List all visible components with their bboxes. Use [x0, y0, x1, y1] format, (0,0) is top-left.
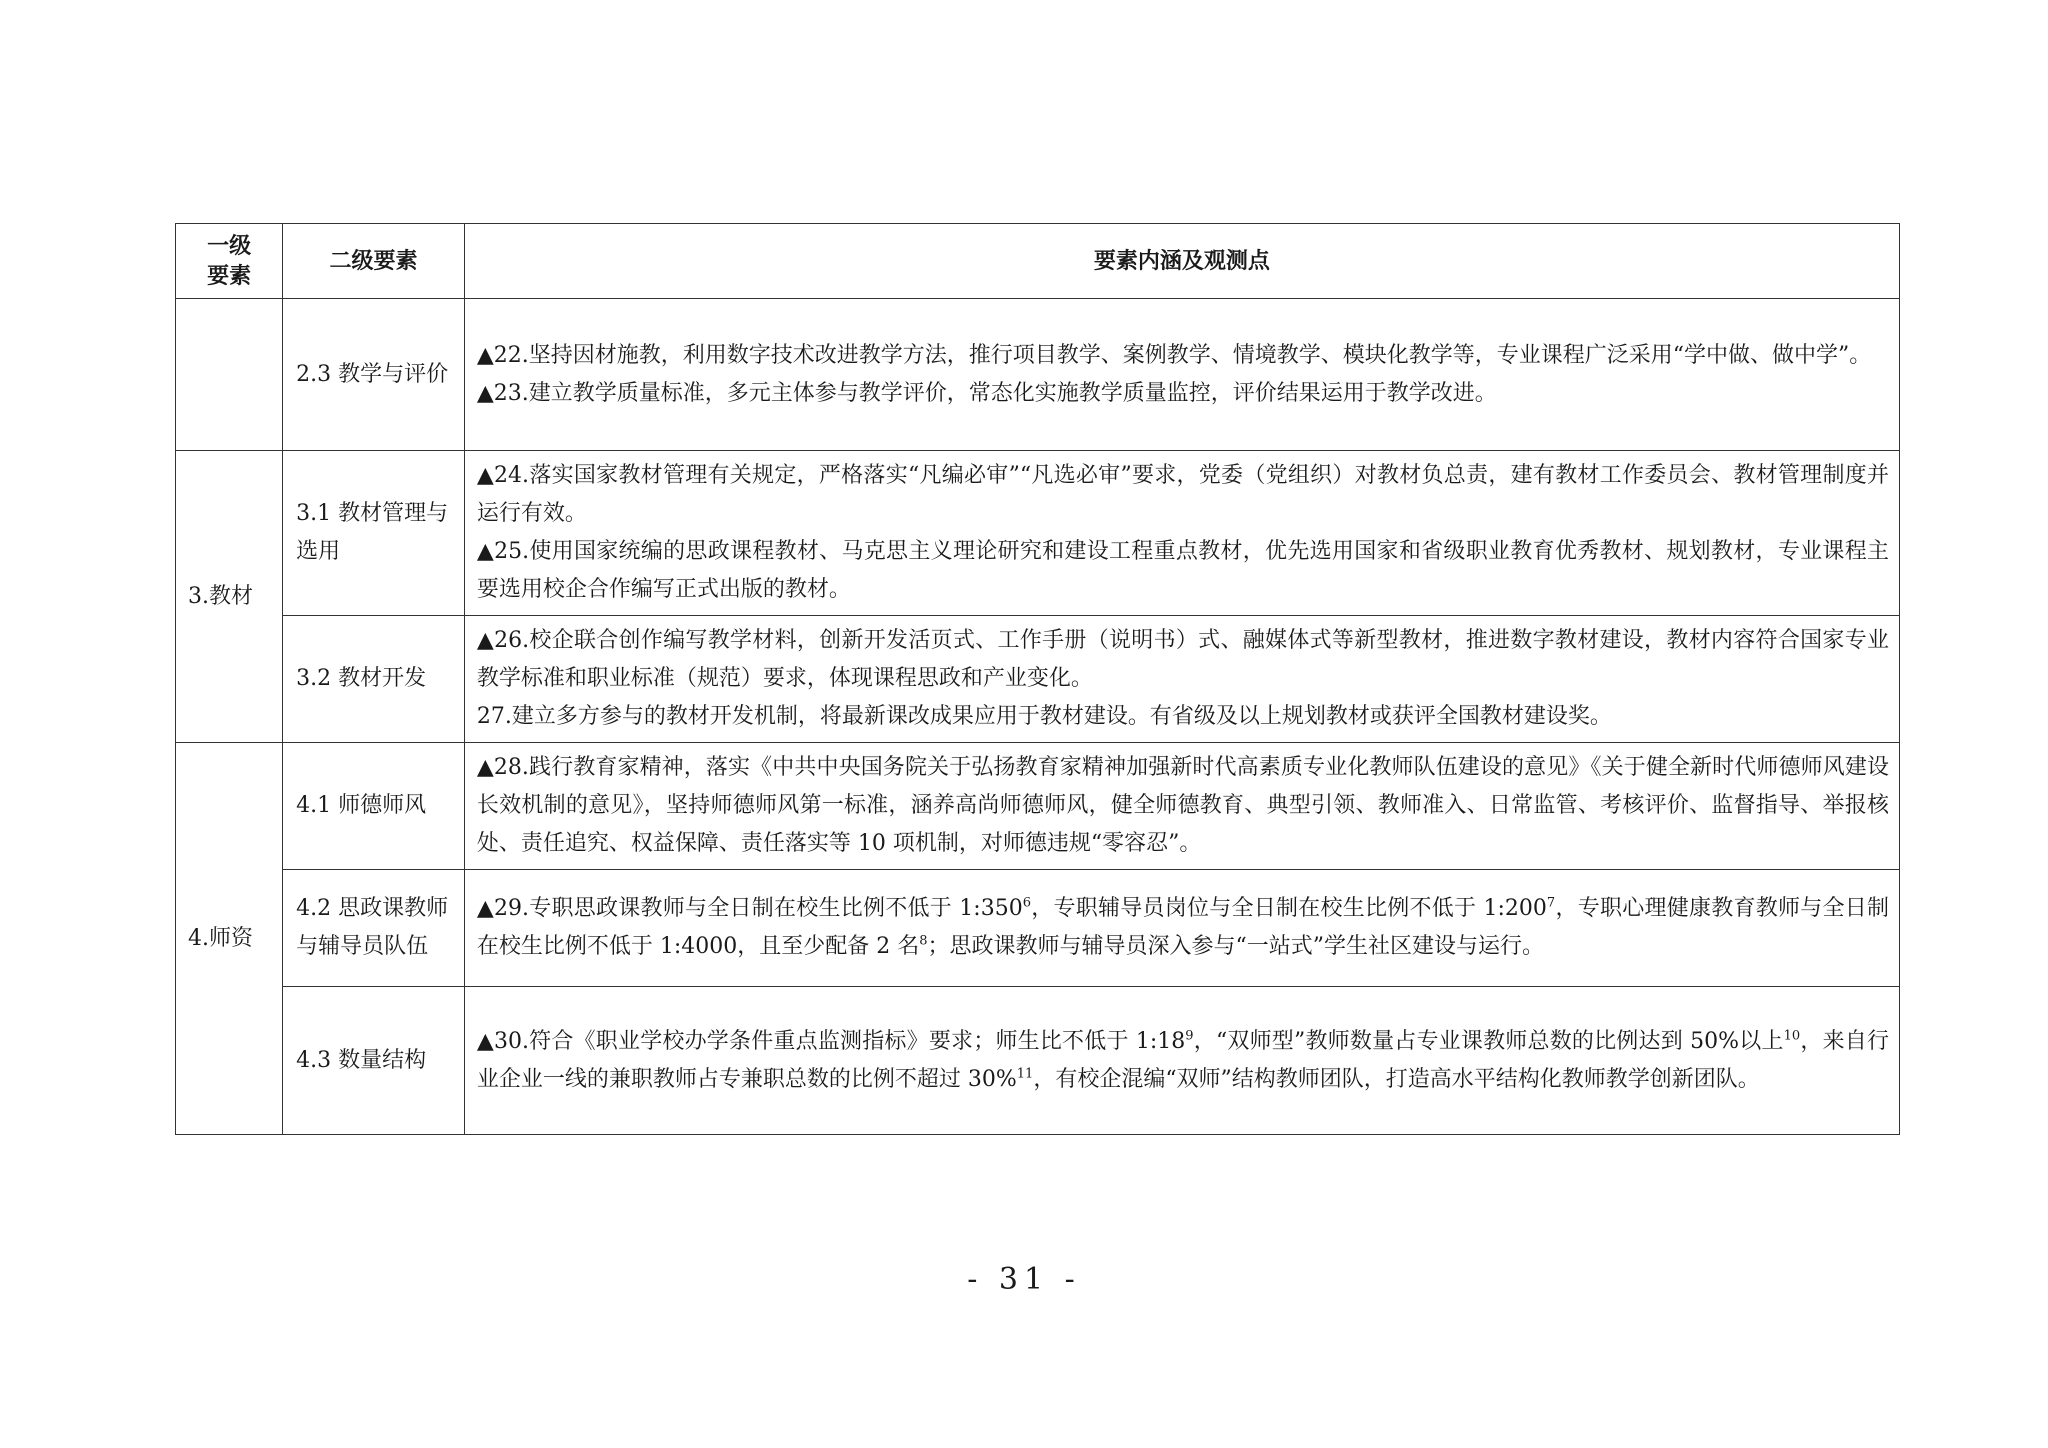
- table-row: [176, 987, 1900, 1135]
- level2-cell: 2.3 教学与评价: [283, 299, 465, 451]
- table-row: [176, 870, 1900, 987]
- content-cell: [464, 299, 1899, 451]
- table-header-row: [176, 224, 1900, 299]
- level1-cell: [176, 299, 283, 451]
- content-cell: [464, 743, 1899, 870]
- item-27: 27.建立多方参与的教材开发机制，将最新课改成果应用于教材建设。有省级及以上规划教材或获评全国教材建设奖。: [476, 704, 1612, 729]
- footnote-ref-11: 11: [1016, 1066, 1034, 1082]
- content-cell: [464, 451, 1899, 616]
- item-23: ▲23.建立教学质量标准，多元主体参与教学评价，常态化实施教学质量监控，评价结果运用于教学改进。: [476, 380, 1497, 406]
- level2-cell: 4.3 数量结构: [283, 987, 465, 1135]
- item-28: ▲28.践行教育家精神，落实《中共中央国务院关于弘扬教育家精神加强新时代高素质专业化教师队伍建设的意见》《关于健全新时代师德师风建设长效机制的意见》，坚持师德师风第一标准，涵养高尚师德师风，健全师德教育、典型引领、教师准入、日常监管、考核评价、监督指导、举报核处、责任追究、权益保障、责任落实等 10 项机制，对师德违规“零容忍”。: [476, 755, 1889, 856]
- item-30-text-a: ▲30.符合《职业学校办学条件重点监测指标》要求；师生比不低于 1:18: [476, 1028, 1186, 1054]
- item-24: ▲24.落实国家教材管理有关规定，严格落实“凡编必审”“凡选必审”要求，党委（党组织）对教材负总责，建有教材工作委员会、教材管理制度并运行有效。: [476, 463, 1889, 526]
- item-30-text-d: ，有校企混编“双师”结构教师团队，打造高水平结构化教师教学创新团队。: [1033, 1066, 1760, 1092]
- level2-cell: 4.1 师德师风: [283, 743, 465, 870]
- table-row: [176, 299, 1900, 451]
- footnote-ref-10: 10: [1783, 1028, 1801, 1044]
- header-content: 要素内涵及观测点: [464, 224, 1899, 299]
- item-29-text-b: ，专职辅导员岗位与全日制在校生比例不低于 1:200: [1030, 896, 1547, 921]
- item-30-text-c: ，来自行业企业一线的兼职教师占专兼职总数的比例不超过 30%: [476, 1028, 1889, 1092]
- level2-cell: 4.2 思政课教师与辅导员队伍: [283, 870, 465, 987]
- header-level2: 二级要素: [283, 224, 465, 299]
- item-29-text-a: ▲29.专职思政课教师与全日制在校生比例不低于 1:350: [476, 896, 1023, 921]
- level2-cell: 3.2 教材开发: [283, 616, 465, 743]
- table-row: [176, 743, 1900, 870]
- table-row: [176, 616, 1900, 743]
- item-26: ▲26.校企联合创作编写教学材料，创新开发活页式、工作手册（说明书）式、融媒体式等新型教材，推进数字教材建设，教材内容符合国家专业教学标准和职业标准（规范）要求，体现课程思政和产业变化。: [476, 628, 1889, 691]
- footnote-ref-9: 9: [1185, 1028, 1194, 1044]
- item-29-text-d: ；思政课教师与辅导员深入参与“一站式”学生社区建设与运行。: [927, 934, 1545, 959]
- level2-cell: 3.1 教材管理与选用: [283, 451, 465, 616]
- item-30-text-b: ，“双师型”教师数量占专业课教师总数的比例达到 50%以上: [1193, 1028, 1784, 1054]
- item-29-text-c: ，专职心理健康教育教师与全日制在校生比例不低于 1:4000，且至少配备 2 名: [476, 896, 1889, 959]
- content-cell: [464, 987, 1899, 1135]
- item-29: [477, 890, 1889, 966]
- page-number: - 31 -: [967, 1262, 1081, 1297]
- level1-cell: 3.教材: [176, 451, 283, 743]
- item-25: ▲25.使用国家统编的思政课程教材、马克思主义理论研究和建设工程重点教材，优先选用国家和省级职业教育优秀教材、规划教材，专业课程主要选用校企合作编写正式出版的教材。: [476, 539, 1889, 602]
- footnote-ref-6: 6: [1022, 895, 1031, 911]
- standards-table: [175, 223, 1900, 1135]
- header-level1: 一级 要素: [176, 224, 283, 299]
- footnote-ref-8: 8: [919, 933, 928, 949]
- item-22: ▲22.坚持因材施教，利用数字技术改进教学方法，推行项目教学、案例教学、情境教学、模块化教学等，专业课程广泛采用“学中做、做中学”。: [476, 342, 1872, 368]
- footnote-ref-7: 7: [1546, 895, 1556, 911]
- content-cell: [464, 870, 1899, 987]
- item-30: [477, 1023, 1889, 1099]
- level1-cell: 4.师资: [176, 743, 283, 1135]
- table-row: [176, 451, 1900, 616]
- content-cell: [464, 616, 1899, 743]
